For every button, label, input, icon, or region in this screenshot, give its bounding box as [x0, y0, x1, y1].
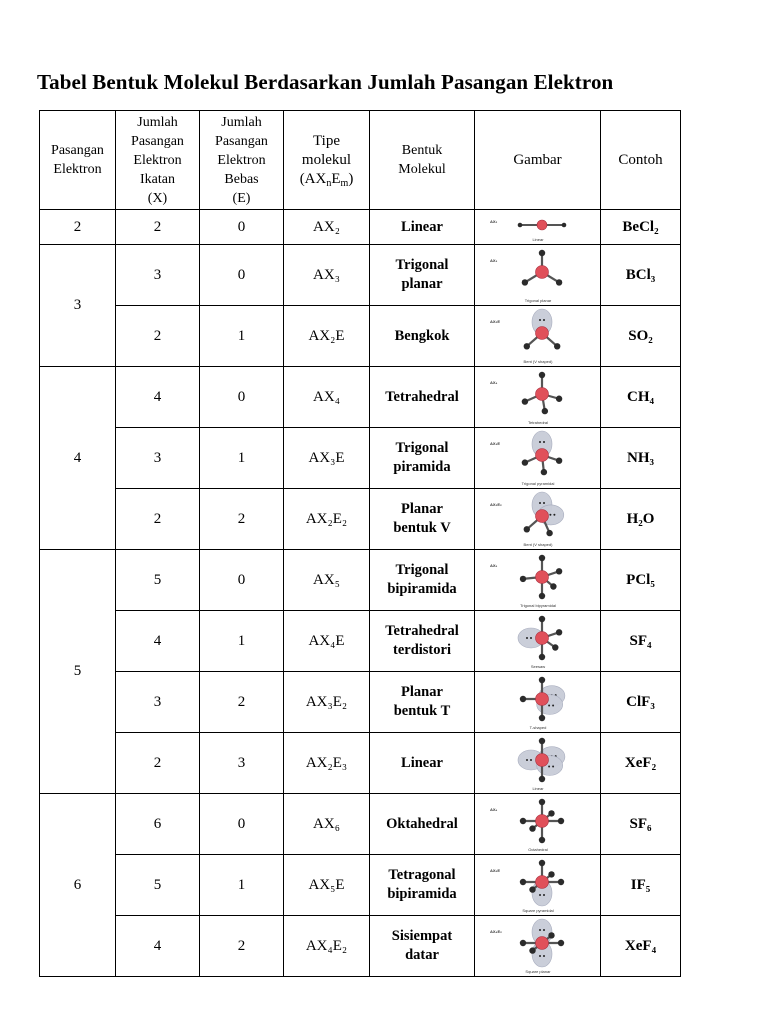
geometry-caption: Square pyramidal: [521, 908, 554, 913]
ligand-atom: [538, 593, 544, 599]
electron-dot: [543, 894, 545, 896]
geometry-caption: Square planar: [524, 969, 551, 974]
table-row: [40, 306, 681, 367]
electron-dot: [543, 502, 545, 504]
shape-line: Oktahedral: [386, 815, 458, 832]
shape-line: Bengkok: [394, 327, 450, 344]
molecule-shape-cell: [370, 245, 475, 306]
ligand-atom: [538, 776, 544, 782]
vsepr-label: AX₆: [489, 807, 497, 812]
example-cell: SO₂: [601, 306, 681, 367]
example-cell: BCl₃: [601, 245, 681, 306]
lone-pairs-cell: 2: [200, 489, 284, 550]
molecule-image-cell: [475, 306, 601, 367]
ligand-atom: [519, 818, 525, 824]
header-formula: $(AX_nE_m)$: [299, 170, 354, 189]
central-atom: [535, 754, 548, 767]
central-atom: [535, 449, 548, 462]
geometry-caption: Trigonal pyramidal: [521, 481, 554, 486]
header-text: Ikatan: [140, 171, 175, 187]
electron-dot: [552, 766, 554, 768]
bonding-pairs-cell: 5: [116, 855, 200, 916]
ligand-atom: [548, 810, 554, 816]
geometry-caption: Trigonal planar: [524, 298, 551, 303]
electron-dot: [539, 502, 541, 504]
shape-line: bipiramida: [387, 886, 457, 902]
central-atom: [535, 510, 548, 523]
shape-line: Trigonal: [395, 257, 449, 273]
page-title: Tabel Bentuk Molekul Berdasarkan Jumlah Pasangan Elektron: [37, 70, 614, 94]
shape-line: bentuk T: [393, 703, 451, 719]
example-cell: PCl₅: [601, 550, 681, 611]
shape-line: Tetragonal: [388, 867, 456, 883]
central-atom: [535, 266, 548, 279]
ligand-atom: [555, 629, 561, 635]
molecule-image-cell: [475, 428, 601, 489]
ligand-atom: [523, 343, 529, 349]
vsepr-label: AX₅: [489, 563, 497, 568]
electron-pairs-cell: 5: [40, 550, 116, 794]
molecule-type-cell: AX₃E: [284, 428, 370, 489]
header-text: (E): [232, 190, 251, 206]
electron-dot: [552, 705, 554, 707]
molecule-shape-cell: [370, 733, 475, 794]
table-row: [40, 733, 681, 794]
electron-pairs-cell: 3: [40, 245, 116, 367]
molecule-type-cell: AX₂E₂: [284, 489, 370, 550]
central-atom: [535, 327, 548, 340]
bonding-pairs-cell: 3: [116, 672, 200, 733]
lone-pairs-cell: 2: [200, 672, 284, 733]
table-row: [40, 367, 681, 428]
electron-dot: [543, 955, 545, 957]
ligand-atom: [555, 568, 561, 574]
table-row: [40, 611, 681, 672]
example-cell: CH₄: [601, 367, 681, 428]
ligand-atom: [552, 644, 558, 650]
molecule-image-cell: [475, 855, 601, 916]
bonding-pairs-cell: 2: [116, 733, 200, 794]
molecule-type-cell: AX₅E: [284, 855, 370, 916]
vsepr-label: AX₂E: [489, 319, 500, 324]
electron-dot: [539, 319, 541, 321]
lone-pairs-cell: 2: [200, 916, 284, 977]
example-cell: ClF₃: [601, 672, 681, 733]
ligand-atom: [550, 583, 556, 589]
lone-pairs-cell: 1: [200, 306, 284, 367]
header-text: Jumlah: [221, 114, 262, 130]
header-text: Pasangan: [131, 133, 184, 149]
bonding-pairs-cell: 4: [116, 916, 200, 977]
header-text: Elektron: [217, 152, 266, 168]
ligand-atom: [519, 879, 525, 885]
lone-pairs-cell: 0: [200, 245, 284, 306]
table-row: [40, 428, 681, 489]
ligand-atom: [517, 223, 522, 228]
ligand-atom: [538, 837, 544, 843]
shape-line: bentuk V: [393, 520, 451, 536]
molecule-shape-cell: [370, 489, 475, 550]
geometry-caption: Trigonal bipyramidal: [519, 603, 556, 608]
ligand-atom: [538, 616, 544, 622]
header-text: Jumlah: [137, 114, 178, 130]
shape-line: datar: [405, 947, 439, 963]
header-lone-pairs: [200, 111, 284, 210]
electron-pairs-cell: 2: [40, 210, 116, 245]
vsepr-label: AX₃: [489, 258, 497, 263]
ligand-atom: [554, 343, 560, 349]
molecule-image-cell: [475, 794, 601, 855]
header-text: Bentuk: [401, 143, 443, 158]
molecule-image-cell: [475, 489, 601, 550]
central-atom: [535, 815, 548, 828]
bonding-pairs-cell: 4: [116, 367, 200, 428]
shape-line: Trigonal: [395, 440, 449, 456]
molecule-image-cell: [475, 611, 601, 672]
molecule-image-cell: [475, 672, 601, 733]
example-cell: IF₅: [601, 855, 681, 916]
shape-line: Sisiempat: [391, 928, 453, 944]
molecule-shape-cell: [370, 794, 475, 855]
shape-line: Linear: [401, 218, 443, 235]
vsepr-label: AX₃E: [489, 441, 500, 446]
t-shaped-icon: [482, 673, 594, 731]
electron-dot: [530, 759, 532, 761]
electron-dot: [539, 894, 541, 896]
ligand-atom: [540, 469, 546, 475]
ligand-atom: [538, 860, 544, 866]
electron-dot: [548, 766, 550, 768]
geometry-caption: T-shaped: [529, 725, 546, 730]
bonding-pairs-cell: 4: [116, 611, 200, 672]
bonding-pairs-cell: 5: [116, 550, 200, 611]
header-row: [40, 111, 681, 210]
bonding-pairs-cell: 3: [116, 428, 200, 489]
lone-pairs-cell: 3: [200, 733, 284, 794]
electron-dot: [543, 319, 545, 321]
molecule-image-cell: [475, 245, 601, 306]
table-row: [40, 855, 681, 916]
ligand-atom: [519, 940, 525, 946]
vsepr-label: AX₂E₂: [489, 502, 502, 507]
header-text: Molekul: [398, 162, 446, 177]
molecular-shapes-table: [39, 110, 681, 977]
example-cell: XeF₄: [601, 916, 681, 977]
ligand-atom: [555, 279, 561, 285]
header-electron-pairs: [40, 111, 116, 210]
ligand-atom: [538, 738, 544, 744]
vsepr-label: AX₂: [489, 219, 497, 224]
shape-line: piramida: [393, 459, 451, 475]
vsepr-label: AX₄E₂: [489, 929, 502, 934]
ligand-atom: [538, 250, 544, 256]
molecule-type-cell: AX₃E₂: [284, 672, 370, 733]
electron-dot: [543, 929, 545, 931]
header-image: Gambar: [475, 111, 601, 210]
ligand-atom: [519, 576, 525, 582]
octahedral-icon: [482, 795, 594, 853]
ligand-atom: [555, 458, 561, 464]
header-text: Elektron: [133, 152, 182, 168]
ligand-atom: [555, 396, 561, 402]
ligand-atom: [538, 555, 544, 561]
table-row: [40, 489, 681, 550]
ligand-atom: [561, 223, 566, 228]
lone-pairs-cell: 0: [200, 367, 284, 428]
ligand-atom: [529, 886, 535, 892]
square-pyramidal-icon: [482, 856, 594, 914]
header-molecule-type: [284, 111, 370, 210]
vsepr-label: AX₅E: [489, 868, 500, 873]
shape-line: Tetrahedral: [385, 623, 459, 639]
ligand-atom: [538, 372, 544, 378]
table-row: [40, 794, 681, 855]
table-row: [40, 916, 681, 977]
molecule-type-cell: AX₅: [284, 550, 370, 611]
shape-line: Trigonal: [395, 562, 449, 578]
bonding-pairs-cell: 2: [116, 306, 200, 367]
ligand-atom: [521, 459, 527, 465]
molecule-type-cell: AX₃: [284, 245, 370, 306]
ligand-atom: [557, 879, 563, 885]
central-atom: [537, 220, 547, 230]
table-row: [40, 550, 681, 611]
vsepr-label: AX₄: [489, 380, 497, 385]
header-text: Tipe: [313, 132, 340, 149]
geometry-caption: Octahedral: [527, 847, 548, 852]
header-example: Contoh: [601, 111, 681, 210]
electron-dot: [530, 637, 532, 639]
ligand-atom: [548, 932, 554, 938]
table-row: [40, 245, 681, 306]
header-text: Pasangan: [215, 133, 268, 149]
molecule-type-cell: AX₂: [284, 210, 370, 245]
electron-dot: [553, 514, 555, 516]
electron-dot: [539, 441, 541, 443]
electron-dot: [526, 637, 528, 639]
lone-pairs-cell: 0: [200, 550, 284, 611]
example-cell: NH₃: [601, 428, 681, 489]
molecule-image-cell: [475, 733, 601, 794]
central-atom: [535, 388, 548, 401]
geometry-caption: Tetrahedral: [527, 420, 548, 425]
ligand-atom: [546, 530, 552, 536]
square-planar-icon: [482, 917, 594, 975]
ligand-atom: [548, 871, 554, 877]
linear-icon: [482, 211, 594, 243]
molecule-type-cell: AX₄E: [284, 611, 370, 672]
electron-dot: [539, 955, 541, 957]
header-text: Bebas: [224, 171, 259, 187]
shape-line: Planar: [401, 501, 443, 517]
ligand-atom: [521, 279, 527, 285]
header-bonding-pairs: [116, 111, 200, 210]
ligand-atom: [538, 677, 544, 683]
lone-pairs-cell: 1: [200, 855, 284, 916]
example-cell: BeCl₂: [601, 210, 681, 245]
shape-line: Planar: [401, 684, 443, 700]
bent-icon: [482, 307, 594, 365]
electron-dot: [526, 759, 528, 761]
header-text: Elektron: [53, 162, 102, 177]
central-atom: [535, 876, 548, 889]
ligand-atom: [538, 654, 544, 660]
shape-line: Linear: [401, 754, 443, 771]
linear-three-lone-pairs-icon: [482, 734, 594, 792]
molecule-image-cell: [475, 916, 601, 977]
ligand-atom: [523, 526, 529, 532]
seesaw-icon: [482, 612, 594, 670]
electron-dot: [543, 441, 545, 443]
trigonal-pyramidal-icon: [482, 429, 594, 487]
shape-line: planar: [401, 276, 443, 292]
example-cell: XeF₂: [601, 733, 681, 794]
tetrahedral-icon: [482, 368, 594, 426]
geometry-caption: Seesaw: [530, 664, 545, 669]
molecule-type-cell: AX₂E: [284, 306, 370, 367]
ligand-atom: [529, 825, 535, 831]
ligand-atom: [519, 696, 525, 702]
lone-pairs-cell: 1: [200, 611, 284, 672]
ligand-atom: [538, 715, 544, 721]
header-text: Pasangan: [51, 143, 104, 158]
molecule-type-cell: AX₄: [284, 367, 370, 428]
example-cell: H₂O: [601, 489, 681, 550]
molecule-shape-cell: [370, 210, 475, 245]
example-cell: SF₆: [601, 794, 681, 855]
bonding-pairs-cell: 6: [116, 794, 200, 855]
ligand-atom: [557, 940, 563, 946]
molecule-type-cell: AX₄E₂: [284, 916, 370, 977]
table-row: [40, 672, 681, 733]
ligand-atom: [521, 398, 527, 404]
shape-line: terdistori: [393, 642, 451, 658]
trigonal-planar-icon: [482, 246, 594, 304]
bonding-pairs-cell: 2: [116, 210, 200, 245]
electron-pairs-cell: 4: [40, 367, 116, 550]
electron-dot: [549, 514, 551, 516]
molecule-shape-cell: [370, 306, 475, 367]
shape-line: Tetrahedral: [385, 388, 459, 405]
molecule-type-cell: AX₆: [284, 794, 370, 855]
molecule-image-cell: [475, 367, 601, 428]
example-cell: SF₄: [601, 611, 681, 672]
table-row: [40, 210, 681, 245]
molecule-shape-cell: [370, 672, 475, 733]
trigonal-bipyramidal-icon: [482, 551, 594, 609]
geometry-caption: Bent (V shaped): [523, 542, 552, 547]
lone-pairs-cell: 0: [200, 794, 284, 855]
lone-pairs-cell: 1: [200, 428, 284, 489]
ligand-atom: [541, 408, 547, 414]
electron-dot: [548, 705, 550, 707]
ligand-atom: [538, 799, 544, 805]
header-molecule-shape: [370, 111, 475, 210]
geometry-caption: Bent (V shaped): [523, 359, 552, 364]
ligand-atom: [529, 947, 535, 953]
bent-two-lone-pairs-icon: [482, 490, 594, 548]
central-atom: [535, 693, 548, 706]
molecule-shape-cell: [370, 367, 475, 428]
header-text: (X): [147, 190, 168, 206]
geometry-caption: Linear: [531, 786, 544, 791]
molecule-shape-cell: [370, 550, 475, 611]
bonding-pairs-cell: 2: [116, 489, 200, 550]
molecule-shape-cell: [370, 428, 475, 489]
central-atom: [535, 632, 548, 645]
molecule-image-cell: [475, 550, 601, 611]
molecule-image-cell: [475, 210, 601, 245]
bonding-pairs-cell: 3: [116, 245, 200, 306]
electron-dot: [539, 929, 541, 931]
header-text: molekul: [301, 151, 352, 168]
ligand-atom: [557, 818, 563, 824]
molecule-shape-cell: [370, 611, 475, 672]
molecule-shape-cell: [370, 855, 475, 916]
central-atom: [535, 571, 548, 584]
shape-line: bipiramida: [387, 581, 457, 597]
geometry-caption: Linear: [531, 237, 544, 242]
central-atom: [535, 937, 548, 950]
lone-pairs-cell: 0: [200, 210, 284, 245]
molecule-shape-cell: [370, 916, 475, 977]
electron-pairs-cell: 6: [40, 794, 116, 977]
molecule-type-cell: AX₂E₃: [284, 733, 370, 794]
